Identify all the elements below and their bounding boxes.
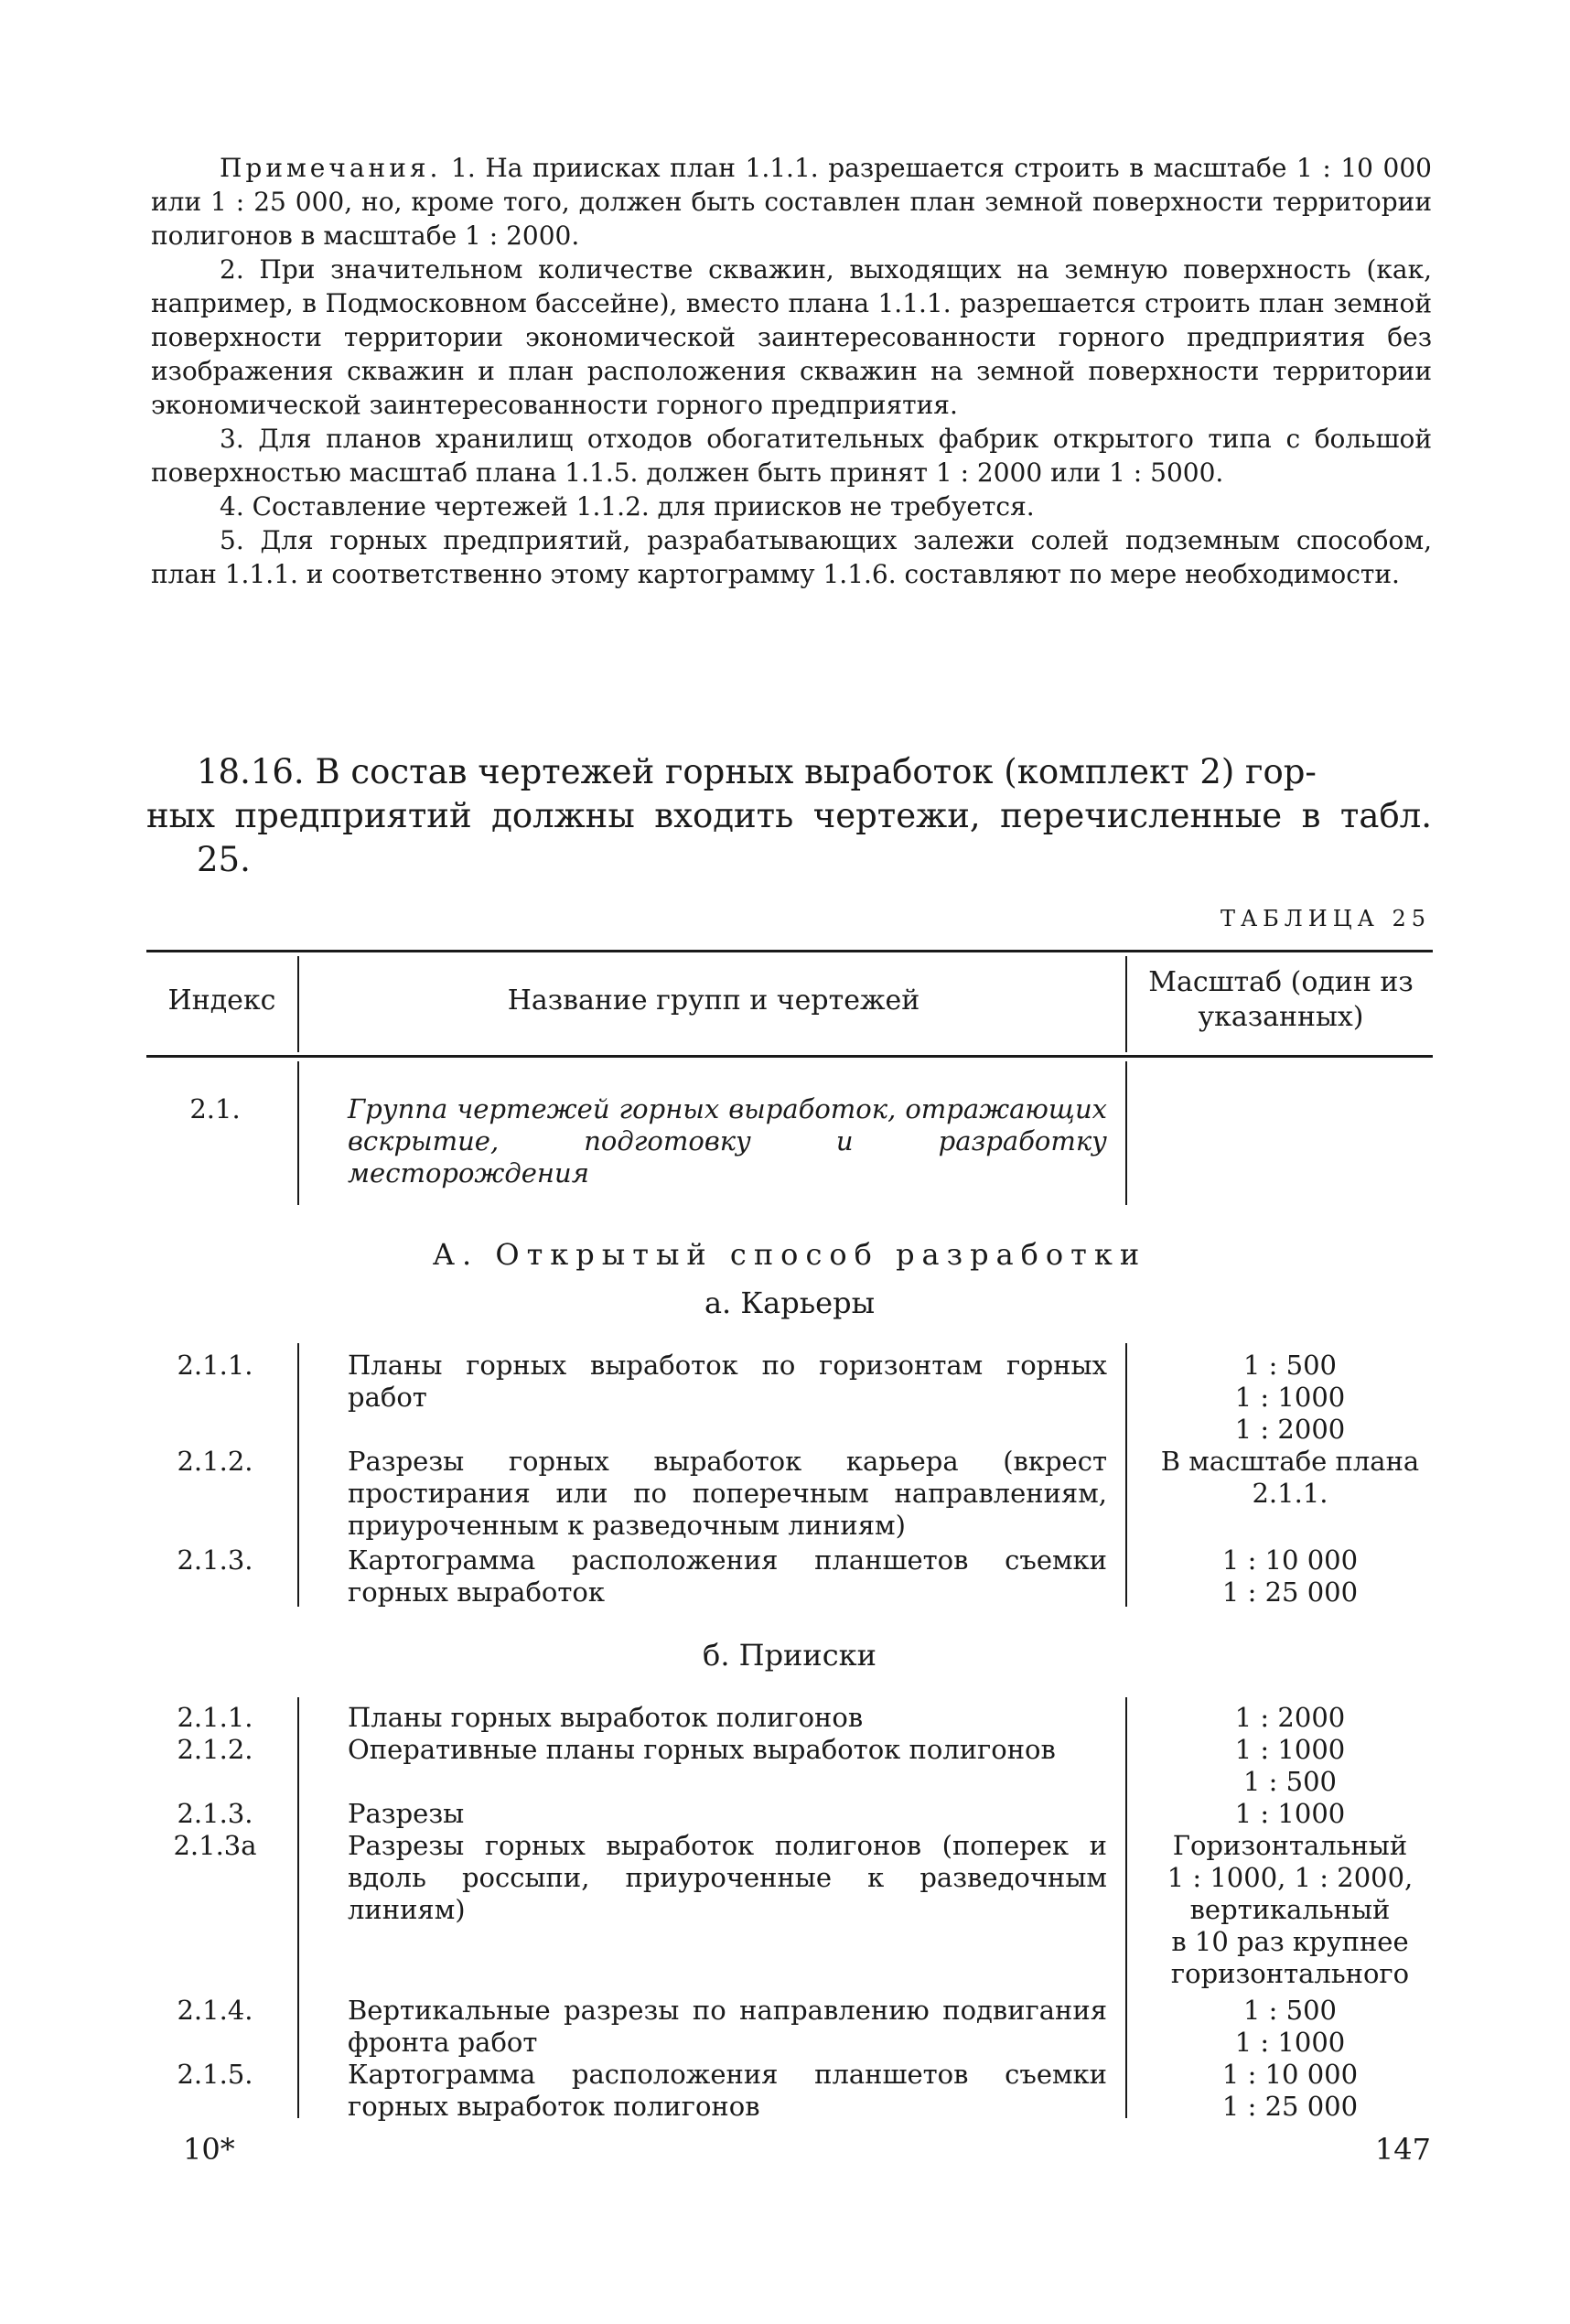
row-index: 2.1.3а	[173, 1830, 257, 1861]
row-name: Разрезы горных выработок полигонов (поперек и вдоль россыпи, приуроченные к разведочным линиям)	[348, 1830, 1107, 1925]
row-scale: В масштабе плана 2.1.1.	[1160, 1446, 1420, 1509]
row-name: Планы горных выработок по горизонтам горных работ	[348, 1350, 1107, 1413]
paragraph-line-1: 18.16. В состав чертежей горных выработок (комплект 2) гор-	[197, 752, 1317, 791]
group-name: Группа чертежей горных выработок, отражающих вскрытие, подготовку и разработку месторождения	[348, 1093, 1107, 1189]
section-a-heading: А. Открытый способ разработки	[432, 1237, 1147, 1272]
notes-block	[151, 151, 1432, 591]
group-divider-1	[297, 1061, 299, 1205]
header-divider-2	[1125, 956, 1127, 1052]
row-name: Картограмма расположения планшетов съемки горных выработок полигонов	[348, 2059, 1107, 2122]
row-scale: Горизонтальный 1 : 1000, 1 : 2000, вертикальный в 10 раз крупнее горизонтального	[1167, 1830, 1414, 1989]
row-name: Вертикальные разрезы по направлению подвигания фронта работ	[348, 1995, 1107, 2058]
row-index: 2.1.4.	[177, 1995, 253, 2026]
section-a-divider-1	[297, 1343, 299, 1607]
row-scale: 1 : 10 000 1 : 25 000	[1221, 1544, 1359, 1608]
header-name: Название групп и чертежей	[507, 984, 920, 1017]
header-index: Индекс	[167, 984, 276, 1017]
paragraph-rest: ных предприятий должны входить чертежи, перечисленные в табл. 25.	[146, 796, 1432, 879]
row-name: Картограмма расположения планшетов съемки горных выработок	[348, 1544, 1107, 1608]
header-divider-1	[297, 956, 299, 1052]
row-index: 2.1.3.	[177, 1544, 253, 1576]
row-scale: 1 : 1000 1 : 500	[1234, 1734, 1346, 1797]
subsection-a-heading: а. Карьеры	[704, 1286, 876, 1320]
note-4: 4. Составление чертежей 1.1.2. для приисков не требуется.	[220, 491, 1035, 522]
row-scale: 1 : 1000	[1234, 1798, 1346, 1829]
row-index: 2.1.1.	[177, 1350, 253, 1381]
row-name: Разрезы	[348, 1798, 465, 1829]
section-b-divider-1	[297, 1697, 299, 2118]
note-5: 5. Для горных предприятий, разрабатывающих залежи солей подземным способом, план 1.1.1. и соответственно этому картограмму 1.1.6. составляют по мере необходимости.	[151, 525, 1432, 589]
row-index: 2.1.2.	[177, 1734, 253, 1765]
section-paragraph	[146, 750, 1432, 882]
row-name: Разрезы горных выработок карьера (вкрест простирания или по поперечным направлениям, приуроченным к разведочным линиям)	[348, 1446, 1107, 1541]
row-index: 2.1.2.	[177, 1446, 253, 1477]
row-scale: 1 : 500 1 : 1000 1 : 2000	[1234, 1350, 1346, 1445]
row-name: Планы горных выработок полигонов	[348, 1702, 864, 1733]
row-scale: 1 : 10 000 1 : 25 000	[1221, 2059, 1359, 2122]
signature-mark: 10*	[183, 2132, 235, 2167]
page-number: 147	[1374, 2132, 1431, 2167]
note-1: 1. На приисках план 1.1.1. разрешается строить в масштабе 1 : 10 000 или 1 : 25 000, но, кроме того, должен быть составлен план земной поверхности территории полигонов в масштабе 1 : 2000.	[151, 153, 1432, 251]
note-2: 2. При значительном количестве скважин, выходящих на земную поверхность (как, например, в Подмосковном бассейне), вместо плана 1.1.1. разрешается строить план земной поверхности территории экономической заинтересованности горного предприятия без изображения скважин и план расположения скважин на земной поверхности территории экономической заинтересованности горного предприятия.	[151, 254, 1432, 420]
row-scale: 1 : 500 1 : 1000	[1234, 1995, 1346, 2058]
group-index: 2.1.	[189, 1093, 241, 1124]
table-title: ТАБЛИЦА 25	[1220, 906, 1431, 931]
row-name: Оперативные планы горных выработок полигонов	[348, 1734, 1056, 1765]
row-index: 2.1.5.	[177, 2059, 253, 2090]
row-scale: 1 : 2000	[1234, 1702, 1346, 1733]
group-divider-2	[1125, 1061, 1127, 1205]
row-index: 2.1.1.	[177, 1702, 253, 1733]
section-a-divider-2	[1125, 1343, 1127, 1607]
notes-heading: Примечания.	[220, 153, 442, 183]
header-scale: Масштаб (один из указанных)	[1148, 966, 1414, 1033]
note-3: 3. Для планов хранилищ отходов обогатительных фабрик открытого типа с большой поверхностью масштаб плана 1.1.5. должен быть принят 1 : 2000 или 1 : 5000.	[151, 424, 1432, 488]
row-index: 2.1.3.	[177, 1798, 253, 1829]
table-top-rule	[146, 950, 1433, 952]
table-header-rule	[146, 1055, 1433, 1058]
subsection-b-heading: б. Прииски	[703, 1638, 876, 1673]
section-b-divider-2	[1125, 1697, 1127, 2118]
